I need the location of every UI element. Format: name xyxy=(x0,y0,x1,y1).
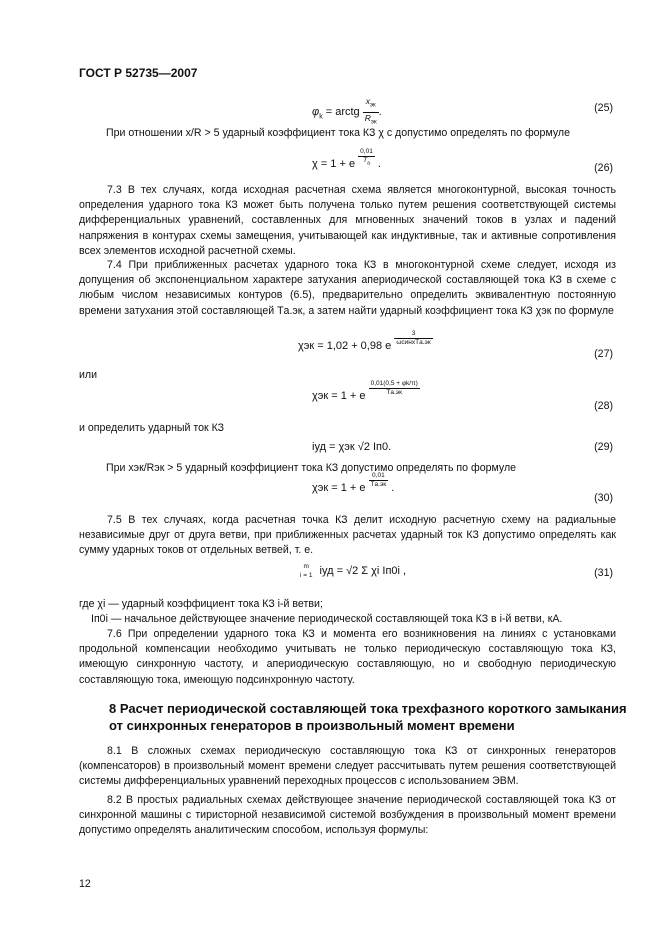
page-number: 12 xyxy=(79,878,91,890)
equation-27: χэк = 1,02 + 0,98 e $\frac{3}{\text{ωсинхTа.эк}}$ xyxy=(298,330,431,352)
paragraph-7-6: 7.6 При определении ударного тока КЗ и момента его возникновения на линиях с установками продольной компенсации необходимо учитывать не только периодическую составляющую тока КЗ, имеющую синхронную частоту, и апериодическую составляющую, но и свободную периодическую составляющую тока, имеющую подсинхронную частоту. xyxy=(79,628,616,686)
equation-number: (29) xyxy=(594,441,613,453)
equation-number: (26) xyxy=(594,162,613,174)
equation-number: (31) xyxy=(594,567,613,579)
paragraph-7-3: 7.3 В тех случаях, когда исходная расчетная схема является многоконтурной, высокая точность определения ударного тока КЗ может быть получена только путем решения соответствующей системы дифференциальных уравнений, составленных для мгновенных значений токов в узлах и падений напряжения в контурах схемы замещения, учитывающей как индуктивные, так и активные сопротивления всех элементов исходной расчетной схемы. xyxy=(79,184,616,257)
equation-29: iуд = χэк √2 Iп0. xyxy=(312,441,392,453)
equation-30: χэк = 1 + e $\frac{0,01}{Tа.эк}$ . xyxy=(312,472,395,494)
where-item: Iп0i — начальное действующее значение периодической составляющей тока КЗ в i-й ветви, кА. xyxy=(91,613,563,625)
where-item: где χi — ударный коэффициент тока КЗ i-й ветви; xyxy=(79,598,323,610)
paragraph-8-2: 8.2 В простых радиальных схемах действующее значение периодической составляющей тока КЗ от синхронной машины с тиристорной независимой системой возбуждения в произвольный момент времени допустимо определять аналитическим способом, используя формулы: xyxy=(79,794,616,837)
paragraph-7-5: 7.5 В тех случаях, когда расчетная точка КЗ делит исходную расчетную схему на радиальные независимые друг от друга ветви, при приближенных расчетах ударный ток КЗ допустимо определять как сумму ударных токов от отдельных ветвей, т. е. xyxy=(79,514,616,557)
equation-31: m i = 1 iуд = √2 Σ χi Iп0i , xyxy=(300,563,407,579)
paragraph: и определить ударный ток КЗ xyxy=(79,422,225,434)
equation-28: χэк = 1 + e $\frac{0,01(0,5 + \varphi k/\pi)}{Tа.эк}$ xyxy=(312,380,418,402)
document-header: ГОСТ Р 52735—2007 xyxy=(79,66,198,80)
text-or: или xyxy=(79,369,98,381)
paragraph-7-4: 7.4 При приближенных расчетах ударного тока КЗ в многоконтурной схеме следует, исходя из допущения об экспоненциальном характере затухания апериодической составляющей тока КЗ в схеме с любым числом независимых контуров (6.5), предварительно определить эквивалентную постоянную времени затухания этой составляющей Tа.эк, а затем найти ударный коэффициент тока КЗ χэк по формуле xyxy=(79,259,616,317)
equation-26: χ = 1 + e $\frac{0,01}{T_а}$ . xyxy=(312,148,381,170)
summation-limits: m i = 1 xyxy=(300,563,313,579)
paragraph-8-1: 8.1 В сложных схемах периодическую составляющую тока КЗ от синхронных генераторов (компенсаторов) в произвольный момент времени следует рассчитывать путем решения соответствующей системы дифференциальных уравнений переходных процессов с использованием ЭВМ. xyxy=(79,745,616,788)
section-8-heading: 8 Расчет периодической составляющей тока трехфазного короткого замыкания от синхронных генераторов в произвольный момент времени xyxy=(109,701,627,733)
equation-number: (30) xyxy=(594,492,613,504)
equation-number: (27) xyxy=(594,348,613,360)
paragraph: При xэк/Rэк > 5 ударный коэффициент тока КЗ допустимо определять по формуле xyxy=(106,462,517,474)
equation-number: (25) xyxy=(594,102,613,114)
equation-number: (28) xyxy=(594,400,613,412)
eq25-fraction: $\frac{x_{эк}}{R_{эк}}$ xyxy=(364,96,377,126)
paragraph: При отношении x/R > 5 ударный коэффициент тока КЗ χ с допустимо определять по формуле xyxy=(106,127,570,139)
equation-25: $\varphi_k$ = arctg $\frac{x_{эк}}{R_{эк}}$ . xyxy=(312,96,382,128)
